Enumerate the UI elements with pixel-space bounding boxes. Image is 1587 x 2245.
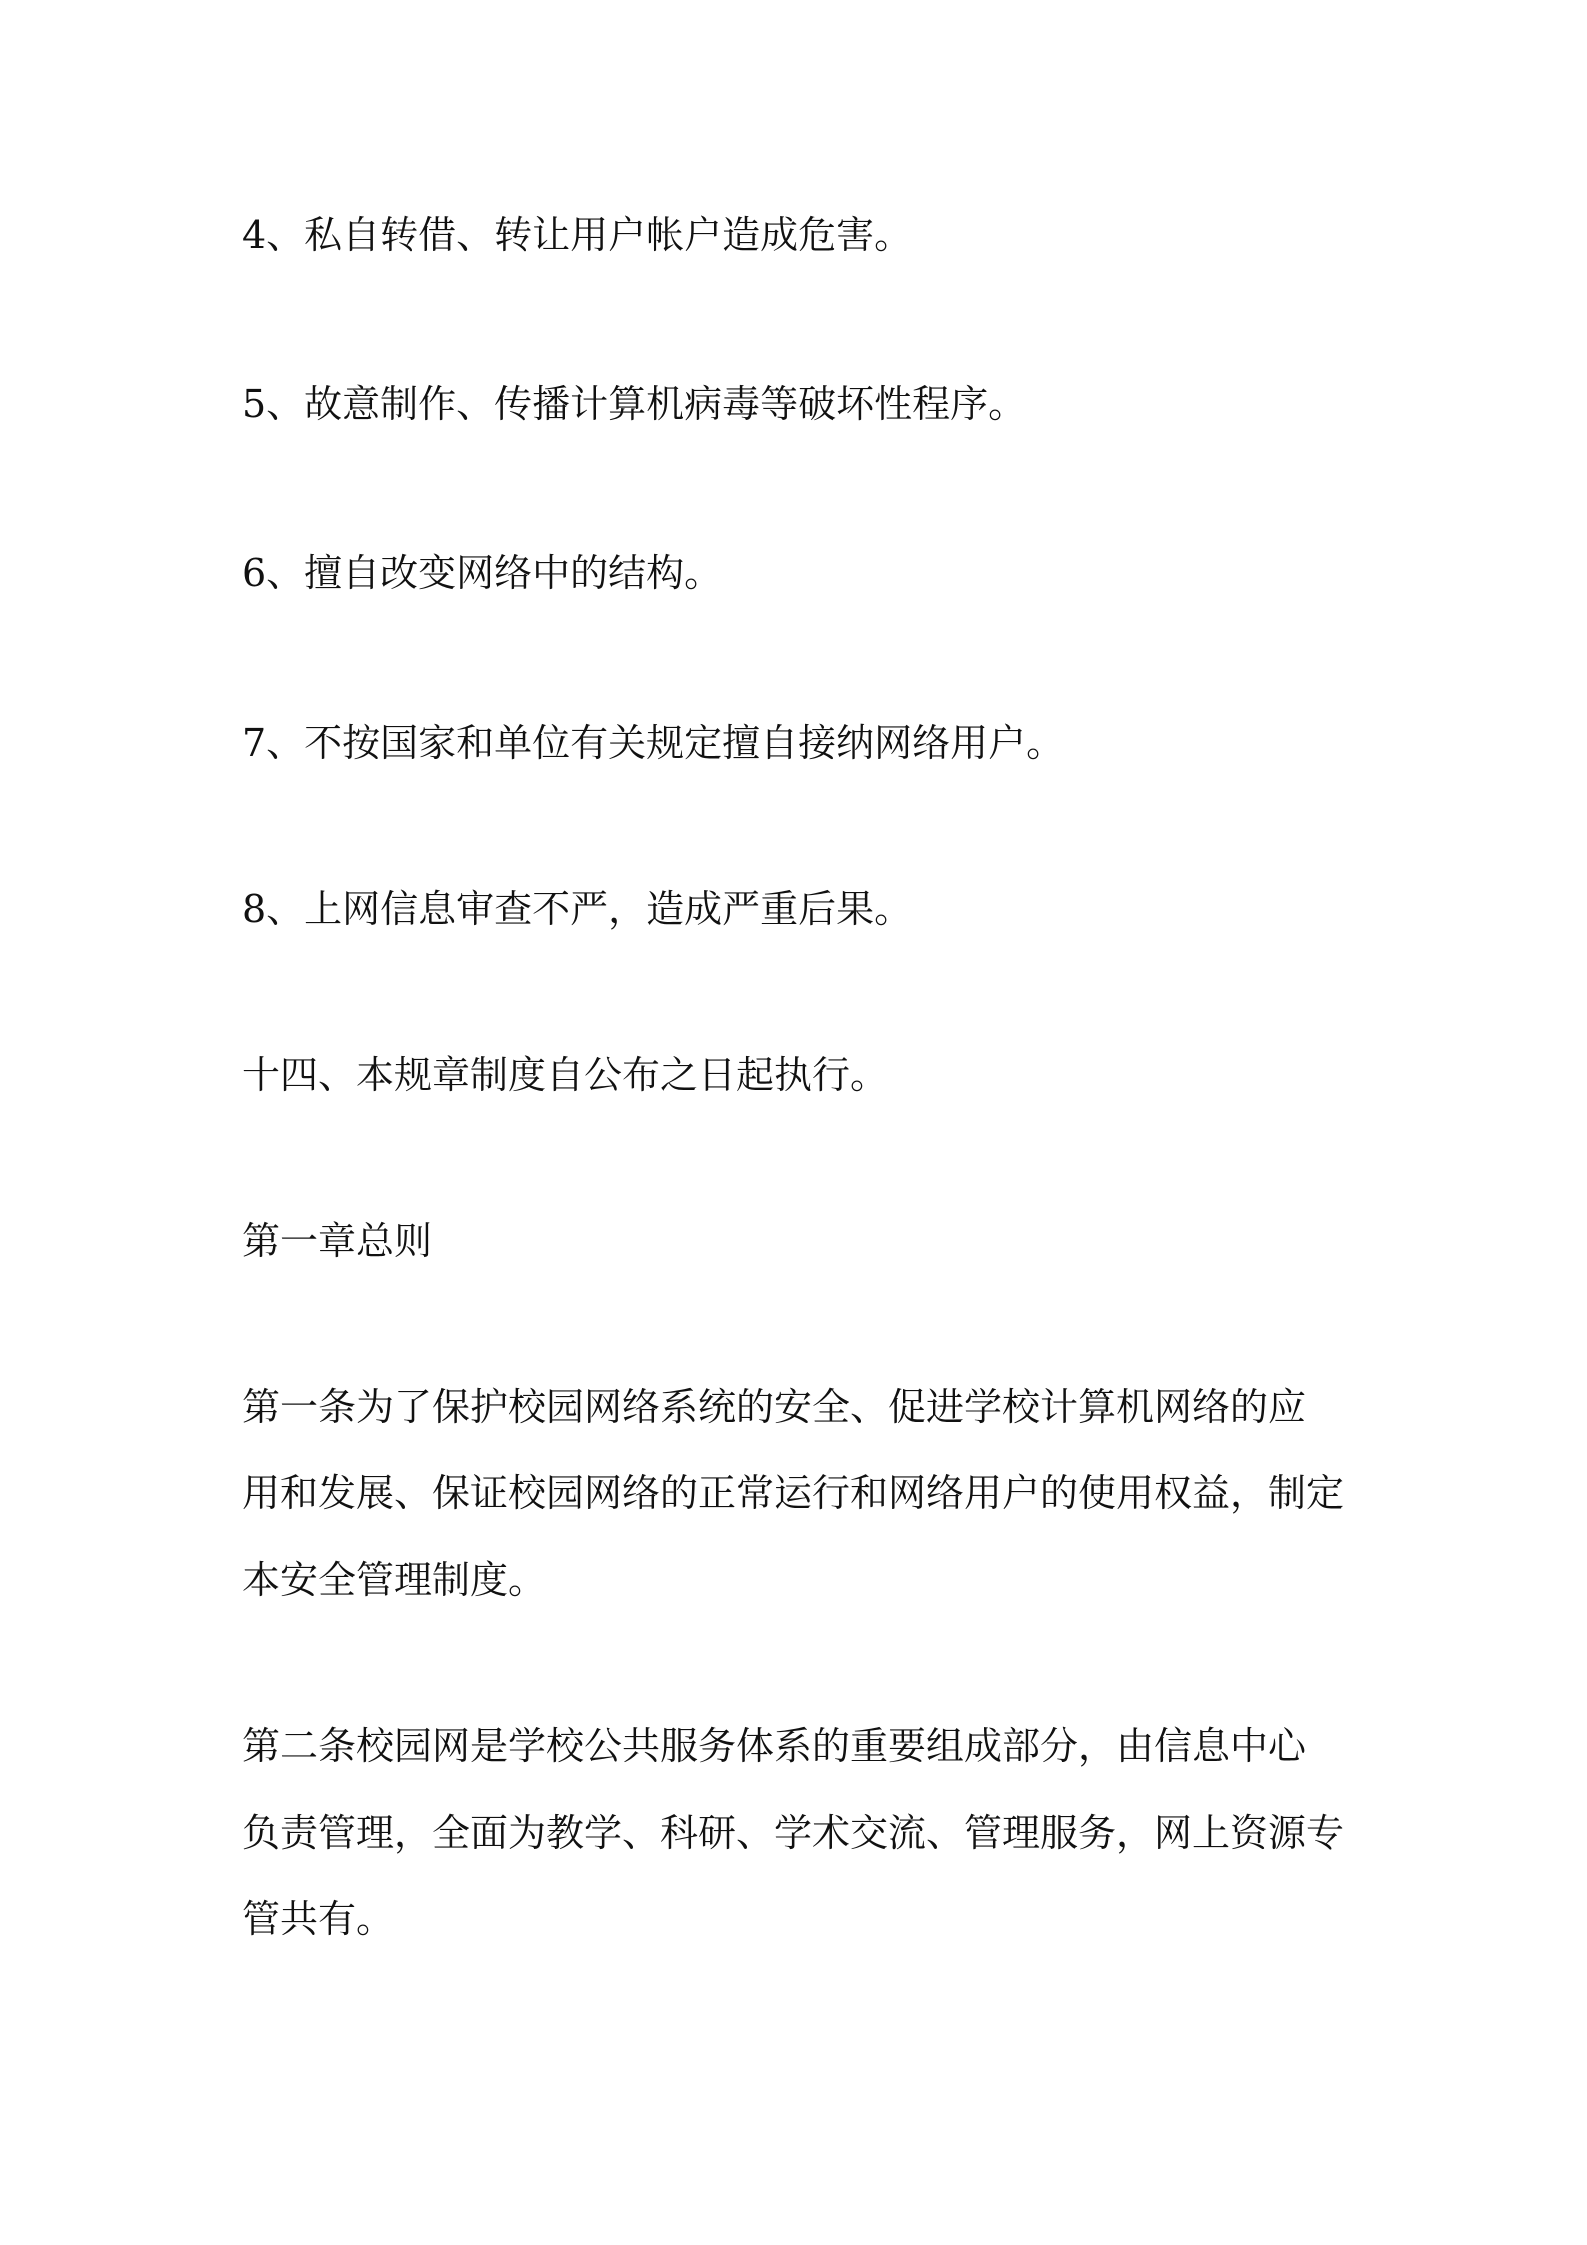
list-item-5: 5、故意制作、传播计算机病毒等破坏性程序。 xyxy=(242,382,1027,426)
list-item-8: 8、上网信息审查不严，造成严重后果。 xyxy=(242,887,913,931)
article-2-line-1: 第二条校园网是学校公共服务体系的重要组成部分，由信息中心 xyxy=(242,1724,1307,1768)
article-1-line-2: 用和发展、保证校园网络的正常运行和网络用户的使用权益，制定 xyxy=(242,1471,1345,1515)
list-item-4: 4、私自转借、转让用户帐户造成危害。 xyxy=(242,213,913,257)
list-item-7: 7、不按国家和单位有关规定擅自接纳网络用户。 xyxy=(242,721,1065,765)
list-item-6: 6、擅自改变网络中的结构。 xyxy=(242,551,723,595)
article-2-line-3: 管共有。 xyxy=(242,1897,395,1941)
article-2-line-2: 负责管理，全面为教学、科研、学术交流、管理服务，网上资源专 xyxy=(242,1811,1345,1855)
article-1-line-3: 本安全管理制度。 xyxy=(242,1558,547,1602)
chapter-heading: 第一章总则 xyxy=(242,1219,433,1263)
article-1-line-1: 第一条为了保护校园网络系统的安全、促进学校计算机网络的应 xyxy=(242,1385,1307,1429)
section-14: 十四、本规章制度自公布之日起执行。 xyxy=(242,1053,889,1097)
